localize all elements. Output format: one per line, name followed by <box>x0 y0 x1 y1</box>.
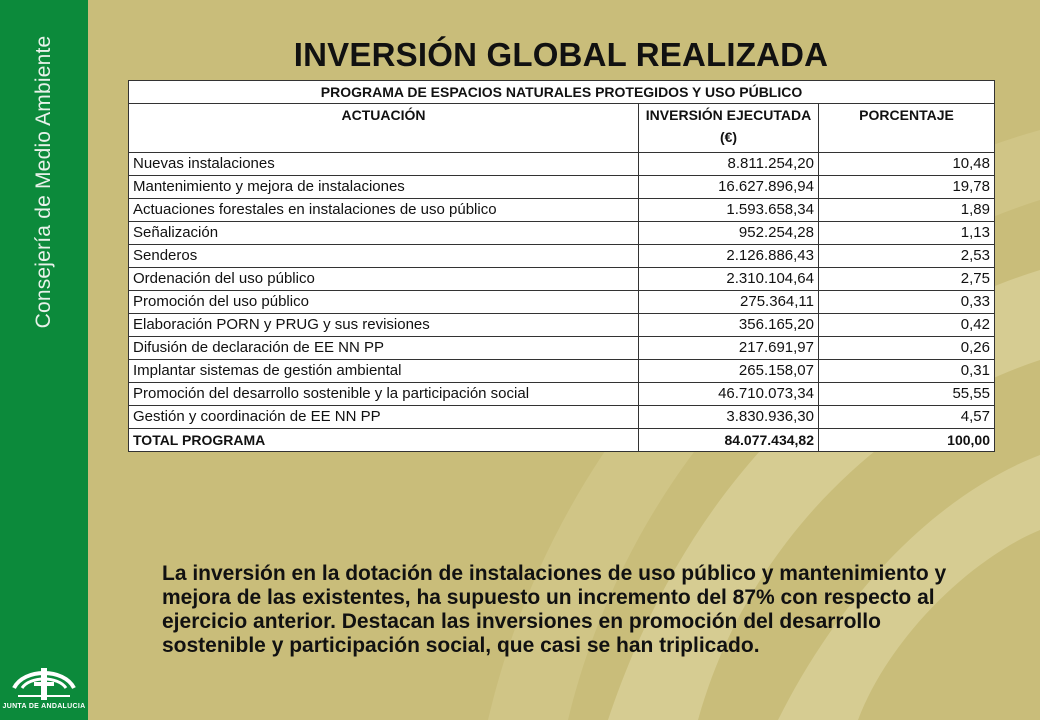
investment-table-container <box>128 80 994 452</box>
sidebar-label: Consejería de Medio Ambiente <box>32 35 55 329</box>
investment-table <box>128 80 995 452</box>
column-header-actuacion: ACTUACIÓN <box>129 104 639 153</box>
cell-inversion: 2.126.886,43 <box>639 245 819 268</box>
table-row <box>129 314 995 337</box>
cell-actuacion: Señalización <box>129 222 639 245</box>
cell-actuacion: Nuevas instalaciones <box>129 153 639 176</box>
table-row <box>129 153 995 176</box>
cell-actuacion: Gestión y coordinación de EE NN PP <box>129 406 639 429</box>
total-porcentaje: 100,00 <box>819 429 995 452</box>
cell-inversion: 217.691,97 <box>639 337 819 360</box>
table-row <box>129 176 995 199</box>
program-header: PROGRAMA DE ESPACIOS NATURALES PROTEGIDOS Y USO PÚBLICO <box>129 81 995 104</box>
cell-actuacion: Elaboración PORN y PRUG y sus revisiones <box>129 314 639 337</box>
cell-actuacion: Actuaciones forestales en instalaciones de uso público <box>129 199 639 222</box>
total-label: TOTAL PROGRAMA <box>129 429 639 452</box>
total-row <box>129 429 995 452</box>
column-header-porcentaje: PORCENTAJE <box>819 104 995 153</box>
cell-porcentaje: 55,55 <box>819 383 995 406</box>
cell-porcentaje: 0,33 <box>819 291 995 314</box>
cell-inversion: 265.158,07 <box>639 360 819 383</box>
table-body <box>129 153 995 452</box>
column-header-inversion: INVERSIÓN EJECUTADA (€) <box>639 104 819 153</box>
table-row <box>129 245 995 268</box>
table-row <box>129 222 995 245</box>
cell-inversion: 2.310.104,64 <box>639 268 819 291</box>
cell-inversion: 952.254,28 <box>639 222 819 245</box>
cell-actuacion: Promoción del desarrollo sostenible y la participación social <box>129 383 639 406</box>
cell-inversion: 275.364,11 <box>639 291 819 314</box>
cell-inversion: 8.811.254,20 <box>639 153 819 176</box>
summary-text: La inversión en la dotación de instalaciones de uso público y mantenimiento y mejora de las existentes, ha supuesto un incremento del 87% con respecto al ejercicio anterior. Destacan las inversiones en promoción del desarrollo sostenible y participación social, que casi se han triplicado. <box>162 562 947 657</box>
cell-actuacion: Senderos <box>129 245 639 268</box>
cell-actuacion: Implantar sistemas de gestión ambiental <box>129 360 639 383</box>
table-row <box>129 383 995 406</box>
cell-inversion: 16.627.896,94 <box>639 176 819 199</box>
cell-porcentaje: 1,13 <box>819 222 995 245</box>
cell-porcentaje: 0,26 <box>819 337 995 360</box>
table-row <box>129 337 995 360</box>
cell-porcentaje: 10,48 <box>819 153 995 176</box>
cell-actuacion: Ordenación del uso público <box>129 268 639 291</box>
table-row <box>129 406 995 429</box>
cell-porcentaje: 19,78 <box>819 176 995 199</box>
cell-actuacion: Mantenimiento y mejora de instalaciones <box>129 176 639 199</box>
cell-actuacion: Difusión de declaración de EE NN PP <box>129 337 639 360</box>
page-title: INVERSIÓN GLOBAL REALIZADA <box>293 36 829 73</box>
sidebar <box>0 0 88 720</box>
cell-inversion: 1.593.658,34 <box>639 199 819 222</box>
logo-text: JUNTA DE ANDALUCIA <box>2 703 86 710</box>
cell-porcentaje: 2,75 <box>819 268 995 291</box>
cell-porcentaje: 1,89 <box>819 199 995 222</box>
total-inversion: 84.077.434,82 <box>639 429 819 452</box>
table-row <box>129 199 995 222</box>
cell-porcentaje: 2,53 <box>819 245 995 268</box>
cell-inversion: 46.710.073,34 <box>639 383 819 406</box>
cell-porcentaje: 4,57 <box>819 406 995 429</box>
cell-porcentaje: 0,42 <box>819 314 995 337</box>
table-row <box>129 268 995 291</box>
table-row <box>129 291 995 314</box>
cell-inversion: 356.165,20 <box>639 314 819 337</box>
cell-inversion: 3.830.936,30 <box>639 406 819 429</box>
table-row <box>129 360 995 383</box>
cell-porcentaje: 0,31 <box>819 360 995 383</box>
cell-actuacion: Promoción del uso público <box>129 291 639 314</box>
